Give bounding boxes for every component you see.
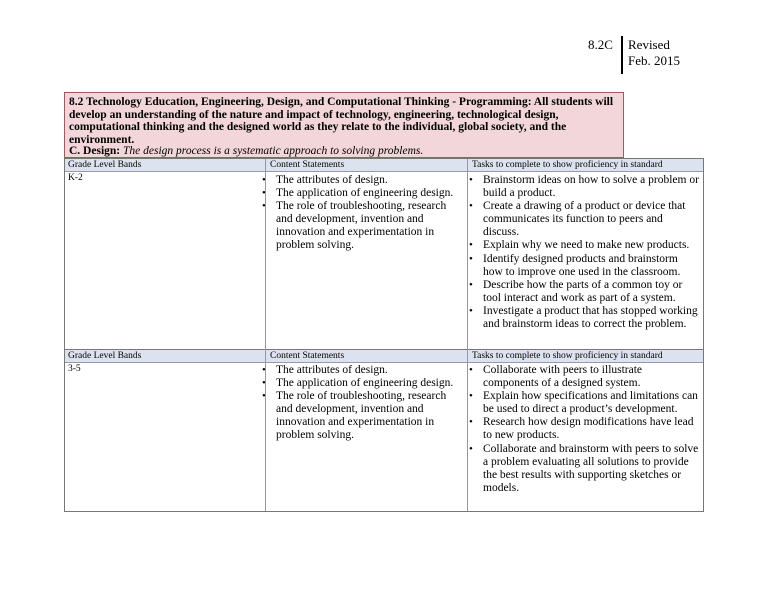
revised-date: Feb. 2015 (628, 53, 680, 68)
col-head-grade: Grade Level Bands (68, 351, 142, 361)
list-item: • The attributes of design. (260, 364, 460, 377)
grade-value: 3-5 (68, 364, 81, 374)
list-item: • The attributes of design. (260, 174, 460, 187)
col-head-tasks: Tasks to complete to show proficiency in standard (472, 160, 663, 170)
list-item: • Collaborate and brainstorm with peers to solve a problem evaluating all solutions to provide the best results with supporting sketches or models. (467, 443, 699, 495)
list-item: • Describe how the parts of a common toy or tool interact and work as part of a system. (467, 279, 699, 305)
design-label: C. Design: (69, 145, 121, 157)
list-item: • Investigate a product that has stopped working and brainstorm ideas to correct the problem. (467, 305, 699, 331)
list-item: • Identify designed products and brainstorm how to improve one used in the classroom. (467, 253, 699, 279)
tasks-list (467, 174, 699, 331)
col-head-tasks: Tasks to complete to show proficiency in standard (472, 351, 663, 361)
list-item: • Collaborate with peers to illustrate components of a designed system. (467, 364, 699, 390)
header-revised (628, 37, 680, 69)
list-item: • The role of troubleshooting, research and development, invention and innovation and experimentation in problem solving. (260, 390, 460, 442)
list-item: • Brainstorm ideas on how to solve a problem or build a product. (467, 174, 699, 200)
standards-table (64, 158, 704, 512)
list-item: • Explain how specifications and limitations can be used to direct a product’s development. (467, 390, 699, 416)
list-item: • Explain why we need to make new products. (467, 239, 699, 252)
revised-label: Revised (628, 37, 670, 52)
band-header-row (65, 350, 703, 363)
content-statements-list (260, 174, 460, 253)
column-divider (467, 159, 468, 511)
col-head-content: Content Statements (270, 351, 345, 361)
col-head-grade: Grade Level Bands (68, 160, 142, 170)
column-divider (265, 159, 266, 511)
design-text: The design process is a systematic approach to solving problems. (123, 145, 424, 157)
list-item: • Create a drawing of a product or device that communicates its function to peers and discuss. (467, 200, 699, 239)
standard-description: All students will develop an understanding of the nature and impact of technology, engineering, technological design, computational thinking and the designed world as they relate to the individual, global society, and the environment. (69, 96, 614, 146)
list-item: • Research how design modifications have lead to new products. (467, 416, 699, 442)
grade-value: K-2 (68, 173, 83, 183)
col-head-content: Content Statements (270, 160, 345, 170)
band-header-row (65, 159, 703, 172)
tasks-list (467, 364, 699, 495)
list-item: • The application of engineering design. (260, 187, 460, 200)
list-item: • The application of engineering design. (260, 377, 460, 390)
standard-box (64, 92, 624, 158)
header-divider (621, 36, 623, 74)
list-item: • The role of troubleshooting, research and development, invention and innovation and experimentation in problem solving. (260, 200, 460, 252)
standard-title: 8.2 Technology Education, Engineering, Design, and Computational Thinking - Programming: (69, 96, 532, 108)
header-code: 8.2C (588, 37, 613, 52)
content-statements-list (260, 364, 460, 443)
